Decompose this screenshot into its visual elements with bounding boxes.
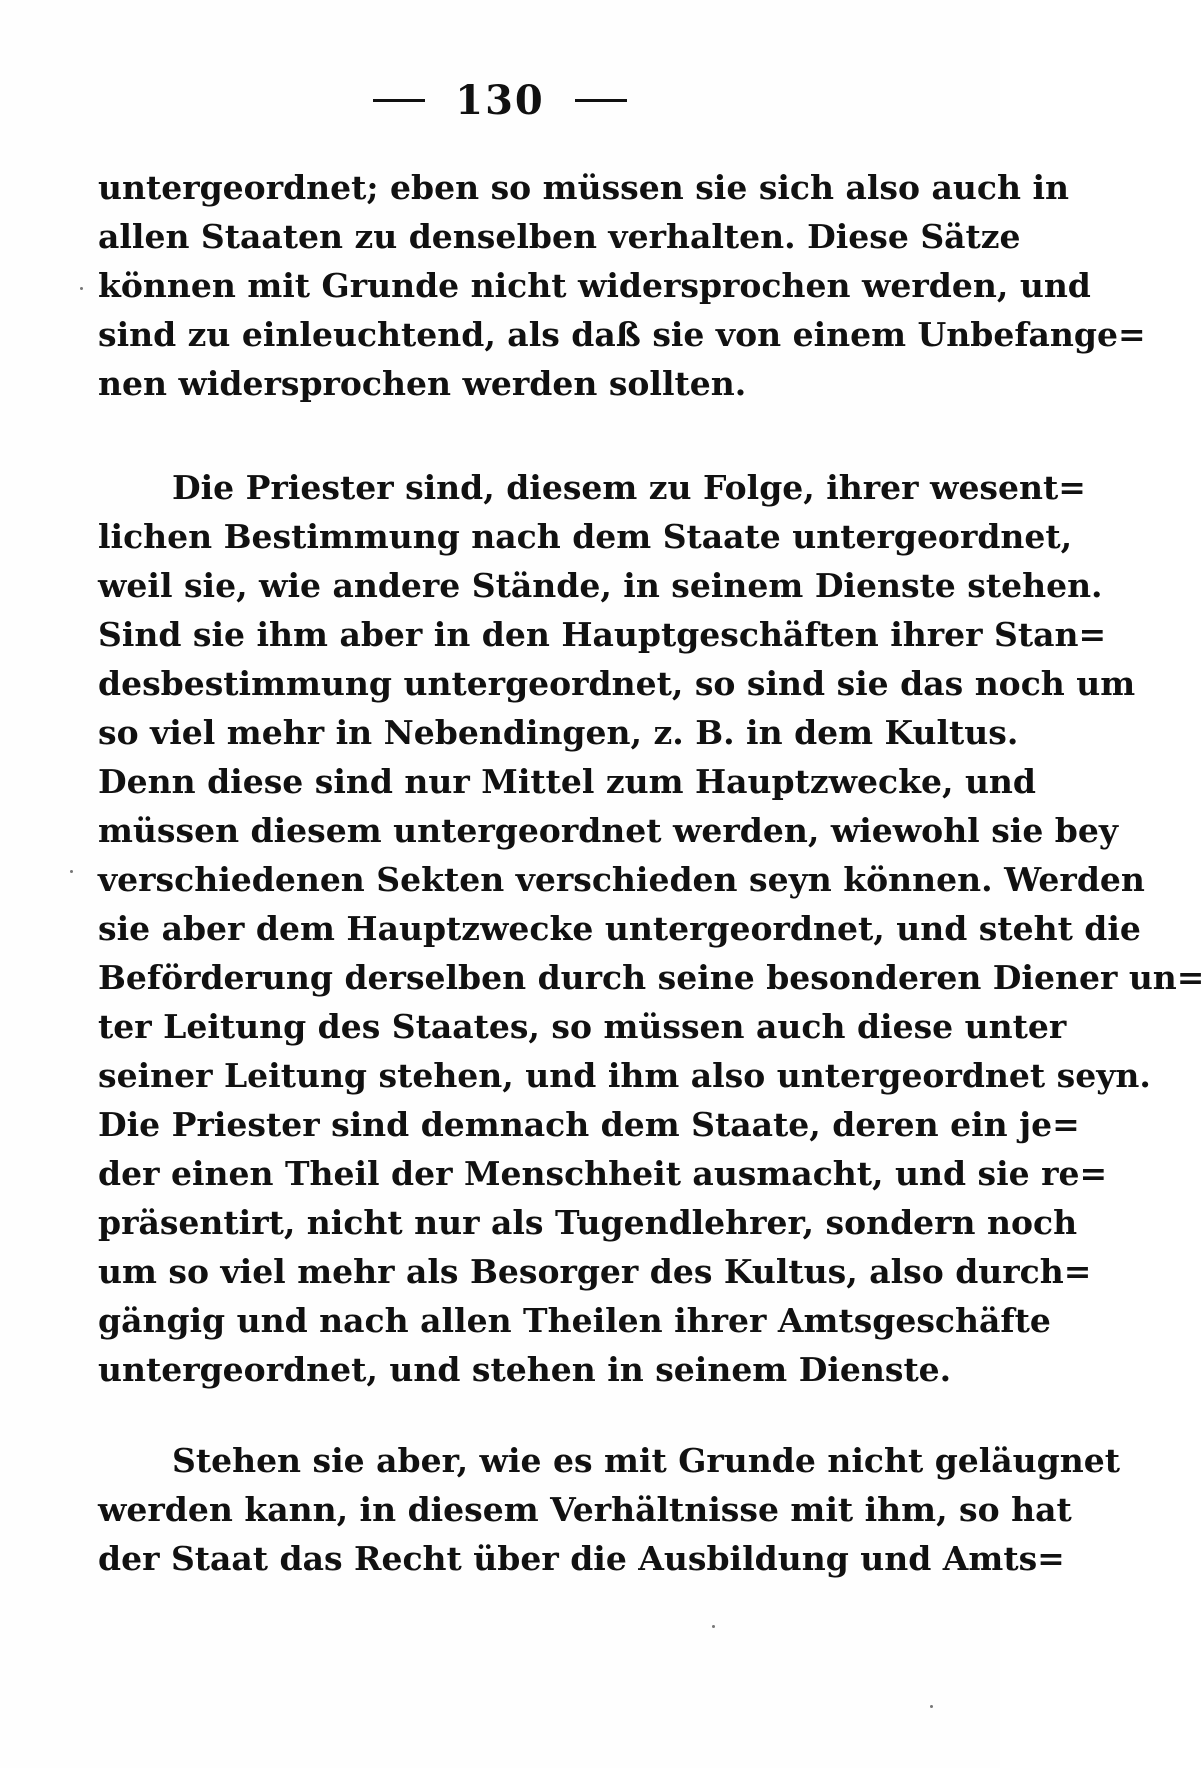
- header-dash-left: [373, 99, 425, 102]
- text-line: sie aber dem Hauptzwecke untergeordnet, und steht die: [98, 909, 1141, 948]
- text-line: Sind sie ihm aber in den Hauptgeschäften ihrer Stan=: [98, 615, 1107, 654]
- text-line: desbestimmung untergeordnet, so sind sie das noch um: [98, 664, 1136, 703]
- text-line: sind zu einleuchtend, als daß sie von einem Unbefange=: [98, 315, 1146, 354]
- text-line: Die Priester sind demnach dem Staate, deren ein je=: [98, 1105, 1080, 1144]
- text-line: allen Staaten zu denselben verhalten. Diese Sätze: [98, 217, 1021, 256]
- text-line: weil sie, wie andere Stände, in seinem Dienste stehen.: [98, 566, 1103, 605]
- paragraph-3: [98, 1436, 1120, 1583]
- text-line: gängig und nach allen Theilen ihrer Amtsgeschäfte: [98, 1301, 1051, 1340]
- text-line: untergeordnet; eben so müssen sie sich also auch in: [98, 168, 1069, 207]
- text-line: um so viel mehr als Besorger des Kultus, also durch=: [98, 1252, 1092, 1291]
- text-line: nen widersprochen werden sollten.: [98, 364, 747, 403]
- text-line: lichen Bestimmung nach dem Staate untergeordnet,: [98, 517, 1073, 556]
- paragraph-1: [98, 163, 1146, 408]
- ink-speck: [930, 1705, 933, 1708]
- text-line: so viel mehr in Nebendingen, z. B. in dem Kultus.: [98, 713, 1019, 752]
- text-line: der Staat das Recht über die Ausbildung und Amts=: [98, 1539, 1065, 1578]
- text-line: werden kann, in diesem Verhältnisse mit ihm, so hat: [98, 1490, 1072, 1529]
- ink-speck: [712, 1625, 715, 1628]
- page-number: 130: [455, 76, 545, 124]
- text-line: Stehen sie aber, wie es mit Grunde nicht geläugnet: [172, 1441, 1120, 1480]
- text-line: müssen diesem untergeordnet werden, wiewohl sie bey: [98, 811, 1119, 850]
- text-line: der einen Theil der Menschheit ausmacht, und sie re=: [98, 1154, 1108, 1193]
- text-line: verschiedenen Sekten verschieden seyn können. Werden: [98, 860, 1145, 899]
- ink-speck: [80, 287, 83, 290]
- text-line: Denn diese sind nur Mittel zum Hauptzwecke, und: [98, 762, 1037, 801]
- text-line: präsentirt, nicht nur als Tugendlehrer, sondern noch: [98, 1203, 1078, 1242]
- text-line: seiner Leitung stehen, und ihm also untergeordnet seyn.: [98, 1056, 1151, 1095]
- header-dash-right: [575, 99, 627, 102]
- text-line: ter Leitung des Staates, so müssen auch diese unter: [98, 1007, 1067, 1046]
- paragraph-2: [98, 463, 1204, 1394]
- page-header: [0, 70, 1000, 130]
- text-line: Beförderung derselben durch seine besonderen Diener un=: [98, 958, 1204, 997]
- text-line: können mit Grunde nicht widersprochen werden, und: [98, 266, 1091, 305]
- ink-speck: [70, 870, 73, 873]
- text-line: Die Priester sind, diesem zu Folge, ihrer wesent=: [172, 468, 1086, 507]
- text-line: untergeordnet, und stehen in seinem Dienste.: [98, 1350, 952, 1389]
